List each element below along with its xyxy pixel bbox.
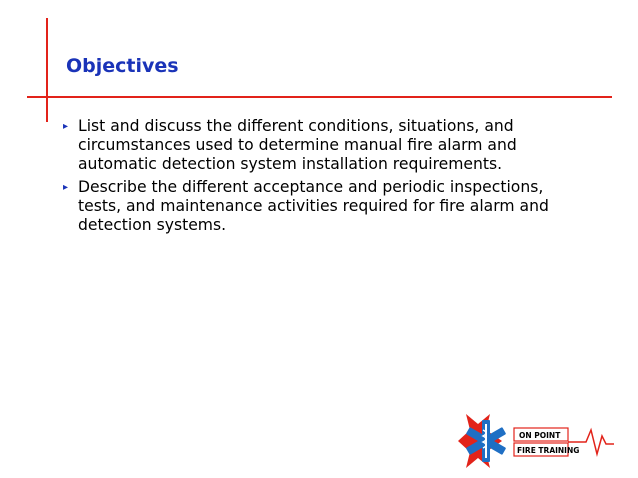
- bullet-line: tests, and maintenance activities required for fire alarm and: [78, 197, 549, 215]
- logo-line1: ON POINT: [519, 431, 561, 440]
- bullet-line: List and discuss the different conditions, situations, and: [78, 117, 514, 135]
- bullet-item-2: [63, 178, 583, 235]
- bullet-line: automatic detection system installation requirements.: [78, 155, 503, 173]
- bullet-list: [63, 117, 583, 239]
- vertical-accent-rule: [46, 18, 48, 122]
- bullet-triangle-icon: ▸: [63, 121, 69, 132]
- bullet-line: circumstances used to determine manual fire alarm and: [78, 136, 517, 154]
- logo-line2: FIRE TRAINING: [517, 446, 580, 455]
- bullet-triangle-icon: ▸: [63, 182, 69, 193]
- bullet-line: detection systems.: [78, 216, 227, 234]
- bullet-line: Describe the different acceptance and periodic inspections,: [78, 178, 544, 196]
- horizontal-accent-rule: [27, 96, 612, 98]
- on-point-fire-training-logo: [456, 410, 616, 472]
- bullet-item-1: [63, 117, 583, 174]
- slide-title: Objectives: [66, 55, 179, 77]
- logo-graphic: [456, 410, 616, 472]
